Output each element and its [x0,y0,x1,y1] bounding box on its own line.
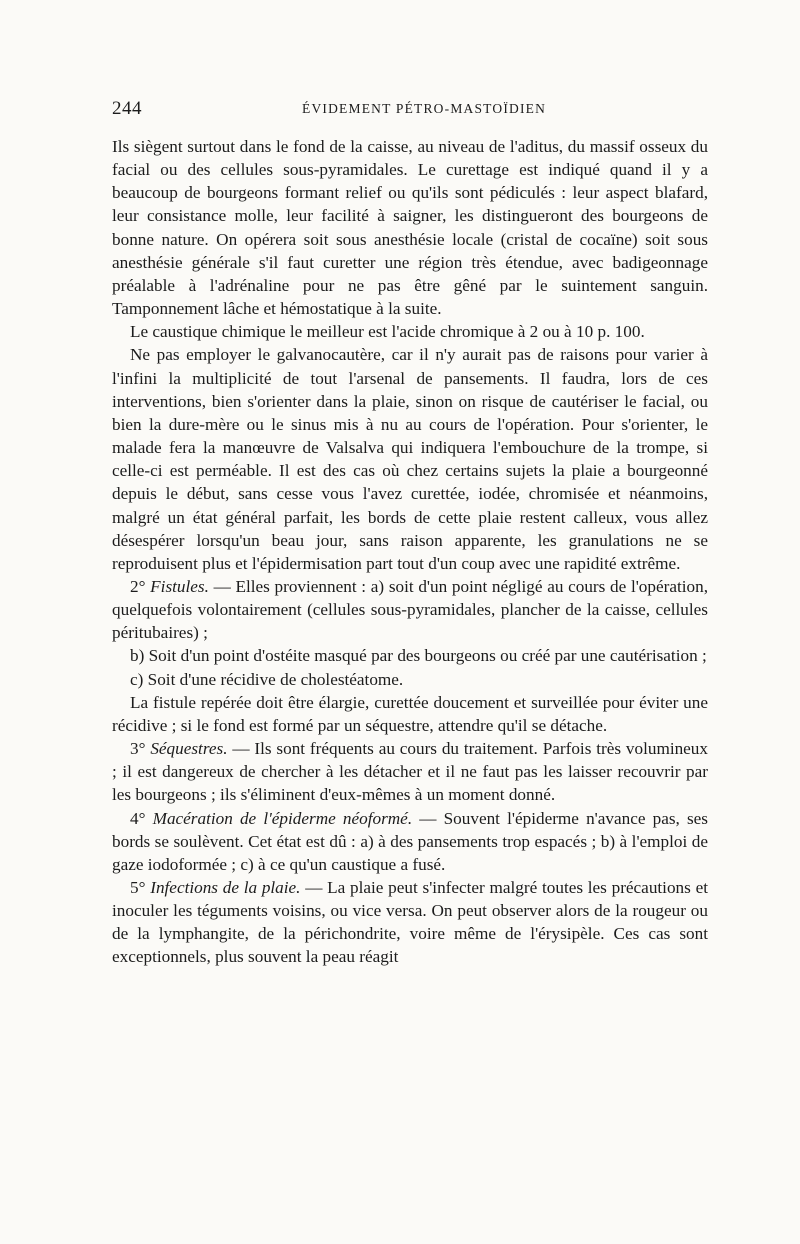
paragraph-text: c) Soit d'une récidive de cholestéatome. [130,669,404,689]
section-number: 5° [130,878,146,897]
section-maceration [112,807,708,876]
section-number: 3° [130,739,146,759]
section-sequestres [112,737,708,806]
section-title: Infections de la plaie. [150,878,301,897]
paragraph-osteite [112,644,708,667]
paragraph-recidive [112,668,708,691]
paragraph-text: — La plaie peut s'infecter malgré toutes les précautions et inoculer les téguments voisins, ou vice versa. On peut observer alors de la rougeur ou de la lymphangite, de la périchondrite, voire même de l'érysipèle. Ces cas sont exceptionnels, plus souvent la peau réagit [112,878,708,967]
page-number: 244 [112,98,142,119]
section-number: 4° [130,808,146,828]
paragraph-text: La fistule repérée doit être élargie, curettée doucement et surveillée pour éviter une récidive ; si le fond est formé par un séquestre, attendre qu'il se détache. [112,692,708,735]
section-infections [112,876,708,969]
section-title: Séquestres. [150,739,228,759]
paragraph-text: Ne pas employer le galvanocautère, car il n'y aurait pas de raisons pour varier à l'infini la multiplicité de tout l'arsenal de pansements. Il faudra, lors de ces interventions, bien s'orienter dans la plaie, sinon on risque de cautériser le facial, ou bien la dure-mère ou le sinus mis à nu au cours de l'opération. Pour s'orienter, le malade fera la manœuvre de Valsalva qui indiquera l'embouchure de la trompe, si celle-ci est perméable. Il est des cas où chez certains sujets la plaie a bourgeonné depuis le début, sans cesse vous l'avez curettée, iodée, chromisée et néanmoins, malgré un état général parfait, les bords de cette plaie restent calleux, vous allez désespérer lorsqu'un beau jour, sans raison apparente, les granulations ne se reproduisent plus et l'épidermisation part tout d'un coup avec une rapidité extrême. [112,345,708,573]
section-title: Macération de l'épiderme néoformé. [152,808,413,828]
paragraph-text: — Ils sont fréquents au cours du traitement. Parfois très volumineux ; il est dangereux de chercher à les détacher et il ne faut pas les laisser recouvrir par les bourgeons ; ils s'éliminent d'eux-mêmes à un moment donné. [112,739,708,805]
section-title: Fistules. [150,576,209,596]
paragraph-caustique [112,320,708,343]
paragraph-text: — Elles proviennent : a) soit d'un point négligé au cours de l'opération, quelquefois volontairement (cellules sous-pyramidales, plancher de la caisse, cellules péritubaires) ; [112,576,709,643]
paragraph-galvanocautere [112,343,708,575]
running-head: ÉVIDEMENT PÉTRO-MASTOÏDIEN [302,101,547,116]
section-fistules [112,575,708,644]
page-header [112,98,708,122]
paragraph-fistule-reperee [112,691,708,737]
paragraph-text: Le caustique chimique le meilleur est l'acide chromique à 2 ou à 10 p. 100. [130,322,645,342]
paragraph-text: b) Soit d'un point d'ostéite masqué par des bourgeons ou créé par une cautérisation ; [130,646,707,666]
paragraph-bourgeons [112,135,708,320]
section-number: 2° [130,576,146,596]
paragraph-text: — Souvent l'épiderme n'avance pas, ses bords se soulèvent. Cet état est dû : a) à des pansements trop espacés ; b) à l'emploi de gaze iodoformée ; c) à ce qu'un caustique a fusé. [112,808,708,874]
paragraph-text: Ils siègent surtout dans le fond de la caisse, au niveau de l'aditus, du massif osseux du facial ou des cellules sous-pyramidales. Le curettage est indiqué quand il y a beaucoup de bourgeons formant relief ou qu'ils sont pédiculés : leur aspect blafard, leur consistance molle, leur facilité à saigner, les distingueront des bourgeons de bonne nature. On opérera soit sous anesthésie locale (cristal de cocaïne) soit sous anesthésie générale s'il faut curetter une région très étendue, avec badigeonnage préalable à l'adrénaline pour ne pas être gêné par le suintement sanguin. Tamponnement lâche et hémostatique à la suite. [112,137,708,319]
body-text [112,135,708,969]
